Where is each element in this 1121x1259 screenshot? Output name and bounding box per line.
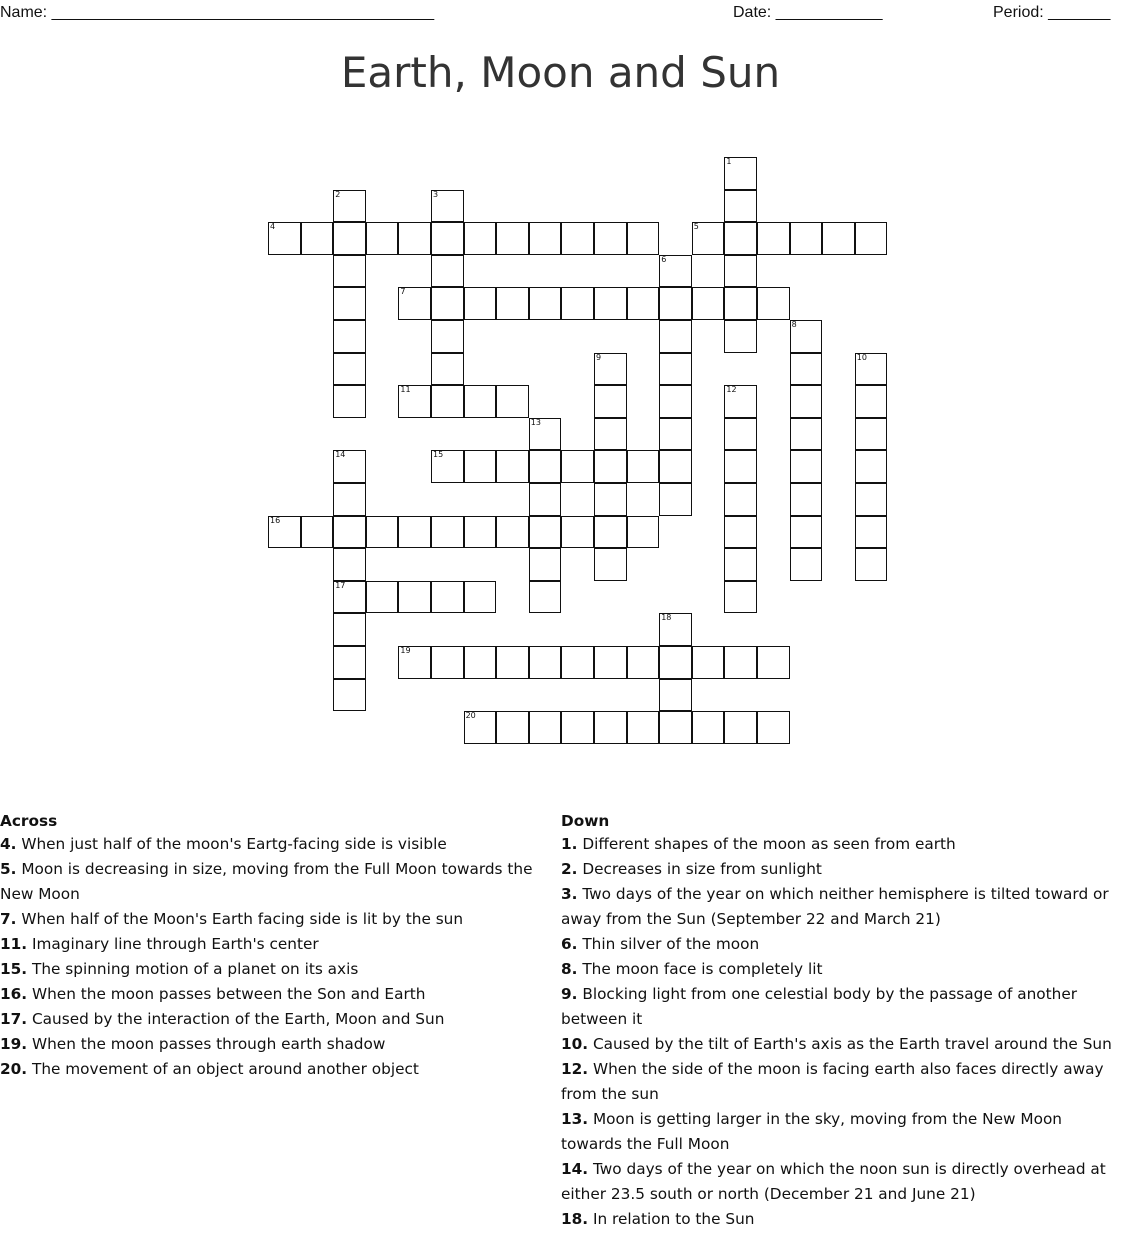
- clue-item-text: Moon is decreasing in size, moving from the Full Moon towards the New Moon: [0, 860, 533, 903]
- grid-cell[interactable]: [366, 222, 399, 255]
- grid-cell[interactable]: [431, 190, 464, 223]
- grid-cell[interactable]: [790, 222, 823, 255]
- clue-item: [561, 832, 1121, 857]
- grid-cell[interactable]: [333, 679, 366, 712]
- clue-number: 15: [433, 450, 444, 460]
- grid-cell[interactable]: [398, 287, 431, 320]
- clue-number: 20: [465, 711, 476, 721]
- grid-cell[interactable]: [822, 222, 855, 255]
- grid-cell[interactable]: [790, 516, 823, 549]
- clue-item-text: When the side of the moon is facing earth also faces directly away from the sun: [561, 1060, 1104, 1103]
- clue-number: 1: [726, 157, 732, 166]
- clue-number: 3: [433, 189, 439, 199]
- grid-cell[interactable]: [627, 516, 660, 549]
- grid-cell[interactable]: [724, 320, 757, 353]
- name-field[interactable]: Name: ___________________________________________: [0, 4, 435, 21]
- clue-number: 9: [596, 352, 602, 362]
- grid-cell[interactable]: [496, 222, 529, 255]
- grid-cell[interactable]: [724, 646, 757, 679]
- grid-cell[interactable]: [855, 418, 888, 451]
- grid-cell[interactable]: [561, 516, 594, 549]
- grid-cell[interactable]: [627, 646, 660, 679]
- clue-item: [561, 932, 1121, 957]
- grid-cell[interactable]: [366, 581, 399, 614]
- grid-cell[interactable]: [431, 450, 464, 483]
- clue-number: 6: [661, 254, 667, 264]
- grid-cell[interactable]: [594, 711, 627, 744]
- grid-cell[interactable]: [561, 646, 594, 679]
- grid-cell[interactable]: [724, 287, 757, 320]
- grid-cell[interactable]: [529, 646, 562, 679]
- clue-item-text: The spinning motion of a planet on its axis: [27, 960, 359, 978]
- grid-cell[interactable]: [724, 255, 757, 288]
- grid-cell[interactable]: [724, 483, 757, 516]
- page-title: Earth, Moon and Sun: [340, 48, 781, 97]
- grid-cell[interactable]: [659, 418, 692, 451]
- clue-item: [561, 882, 1121, 932]
- grid-cell[interactable]: [333, 516, 366, 549]
- date-field[interactable]: Date: ____________: [733, 4, 883, 21]
- grid-cell[interactable]: [398, 385, 431, 418]
- grid-cell[interactable]: [659, 613, 692, 646]
- grid-cell[interactable]: [496, 385, 529, 418]
- clue-item-number: 3.: [561, 885, 578, 903]
- grid-cell[interactable]: [431, 287, 464, 320]
- clue-item-number: 8.: [561, 960, 578, 978]
- clue-number: 11: [400, 385, 411, 395]
- grid-cell[interactable]: [724, 418, 757, 451]
- grid-cell[interactable]: [855, 450, 888, 483]
- clue-item: [561, 1157, 1121, 1207]
- clue-number: 17: [335, 580, 346, 590]
- grid-cell[interactable]: [724, 385, 757, 418]
- clue-item: [0, 1032, 548, 1057]
- grid-cell[interactable]: [496, 450, 529, 483]
- clue-item-number: 17.: [0, 1010, 28, 1028]
- clue-item: [0, 857, 548, 907]
- grid-cell[interactable]: [561, 287, 594, 320]
- grid-cell[interactable]: [659, 320, 692, 353]
- grid-cell[interactable]: [594, 548, 627, 581]
- grid-cell[interactable]: [561, 450, 594, 483]
- grid-cell[interactable]: [529, 711, 562, 744]
- grid-cell[interactable]: [464, 516, 497, 549]
- grid-cell[interactable]: [594, 418, 627, 451]
- clue-item: [561, 857, 1121, 882]
- grid-cell[interactable]: [627, 287, 660, 320]
- grid-cell[interactable]: [855, 222, 888, 255]
- grid-cell[interactable]: [431, 353, 464, 386]
- grid-cell[interactable]: [529, 418, 562, 451]
- grid-cell[interactable]: [496, 711, 529, 744]
- clue-item-text: Two days of the year on which neither hemisphere is tilted toward or away from the Sun (September 22 and March 21): [561, 885, 1109, 928]
- grid-cell[interactable]: [757, 287, 790, 320]
- clue-item-text: Caused by the interaction of the Earth, Moon and Sun: [27, 1010, 445, 1028]
- grid-cell[interactable]: [855, 483, 888, 516]
- grid-cell[interactable]: [659, 483, 692, 516]
- clue-item-text: Caused by the tilt of Earth's axis as the Earth travel around the Sun: [588, 1035, 1112, 1053]
- grid-cell[interactable]: [627, 450, 660, 483]
- clue-item-text: Thin silver of the moon: [577, 935, 760, 953]
- grid-cell[interactable]: [659, 287, 692, 320]
- grid-cell[interactable]: [333, 613, 366, 646]
- grid-cell[interactable]: [594, 483, 627, 516]
- clue-number: 16: [270, 515, 281, 525]
- clue-item-number: 11.: [0, 935, 28, 953]
- clue-item: [0, 957, 548, 982]
- grid-cell[interactable]: [692, 646, 725, 679]
- grid-cell[interactable]: [333, 646, 366, 679]
- down-heading: Down: [561, 812, 610, 830]
- grid-cell[interactable]: [268, 222, 301, 255]
- period-field[interactable]: Period: _______: [993, 4, 1111, 21]
- grid-cell[interactable]: [855, 353, 888, 386]
- clue-item-number: 20.: [0, 1060, 28, 1078]
- clue-item: [561, 1057, 1121, 1107]
- clue-number: 8: [791, 320, 797, 329]
- grid-cell[interactable]: [724, 548, 757, 581]
- grid-cell[interactable]: [692, 222, 725, 255]
- grid-cell[interactable]: [268, 516, 301, 549]
- grid-cell[interactable]: [855, 548, 888, 581]
- grid-cell[interactable]: [855, 516, 888, 549]
- grid-cell[interactable]: [333, 287, 366, 320]
- clue-item-number: 15.: [0, 960, 28, 978]
- clue-item-text: The movement of an object around another object: [27, 1060, 419, 1078]
- grid-cell[interactable]: [366, 516, 399, 549]
- grid-cell[interactable]: [659, 679, 692, 712]
- grid-cell[interactable]: [594, 516, 627, 549]
- clue-item-number: 2.: [561, 860, 578, 878]
- clue-item-text: When half of the Moon's Earth facing side is lit by the sun: [16, 910, 464, 928]
- grid-cell[interactable]: [301, 516, 334, 549]
- grid-cell[interactable]: [790, 353, 823, 386]
- grid-cell[interactable]: [594, 287, 627, 320]
- grid-cell[interactable]: [529, 450, 562, 483]
- grid-cell[interactable]: [659, 646, 692, 679]
- grid-cell[interactable]: [529, 483, 562, 516]
- grid-cell[interactable]: [431, 385, 464, 418]
- grid-cell[interactable]: [464, 287, 497, 320]
- grid-cell[interactable]: [724, 157, 757, 190]
- grid-cell[interactable]: [431, 222, 464, 255]
- clue-item-text: Decreases in size from sunlight: [577, 860, 822, 878]
- grid-cell[interactable]: [529, 287, 562, 320]
- clue-item-text: Two days of the year on which the noon sun is directly overhead at either 23.5 south or north (December 21 and June 21): [561, 1160, 1106, 1203]
- grid-cell[interactable]: [496, 516, 529, 549]
- clue-number: 4: [270, 222, 276, 232]
- clue-item-number: 6.: [561, 935, 578, 953]
- down-clue-list: [561, 832, 1121, 1232]
- clue-item-number: 12.: [561, 1060, 589, 1078]
- grid-cell[interactable]: [333, 450, 366, 483]
- clue-item-text: Different shapes of the moon as seen from earth: [577, 835, 956, 853]
- grid-cell[interactable]: [431, 516, 464, 549]
- across-clue-list: [0, 832, 548, 1082]
- clue-item-number: 16.: [0, 985, 28, 1003]
- clue-item-number: 4.: [0, 835, 17, 853]
- clue-number: 2: [335, 189, 341, 199]
- grid-cell[interactable]: [790, 450, 823, 483]
- grid-cell[interactable]: [301, 222, 334, 255]
- grid-cell[interactable]: [529, 548, 562, 581]
- grid-cell[interactable]: [594, 353, 627, 386]
- clue-item: [561, 1032, 1121, 1057]
- grid-cell[interactable]: [431, 255, 464, 288]
- clue-item-text: The moon face is completely lit: [577, 960, 823, 978]
- grid-cell[interactable]: [333, 385, 366, 418]
- grid-cell[interactable]: [724, 190, 757, 223]
- clue-number: 5: [693, 222, 699, 232]
- grid-cell[interactable]: [790, 385, 823, 418]
- grid-cell[interactable]: [692, 711, 725, 744]
- clue-item-text: In relation to the Sun: [588, 1210, 755, 1228]
- grid-cell[interactable]: [790, 320, 823, 353]
- grid-cell[interactable]: [464, 385, 497, 418]
- clue-item: [0, 932, 548, 957]
- grid-cell[interactable]: [790, 418, 823, 451]
- grid-cell[interactable]: [594, 646, 627, 679]
- grid-cell[interactable]: [464, 711, 497, 744]
- clue-item-number: 18.: [561, 1210, 589, 1228]
- grid-cell[interactable]: [464, 646, 497, 679]
- grid-cell[interactable]: [398, 646, 431, 679]
- grid-cell[interactable]: [724, 711, 757, 744]
- across-heading: Across: [0, 812, 58, 830]
- grid-cell[interactable]: [431, 320, 464, 353]
- grid-cell[interactable]: [529, 516, 562, 549]
- clue-item-text: When the moon passes between the Son and Earth: [27, 985, 426, 1003]
- grid-cell[interactable]: [333, 255, 366, 288]
- down-clues: [561, 810, 1121, 1232]
- clue-number: 12: [726, 385, 737, 395]
- clue-item: [0, 982, 548, 1007]
- clue-item-text: Imaginary line through Earth's center: [27, 935, 319, 953]
- clue-item-number: 14.: [561, 1160, 589, 1178]
- clue-item: [561, 1107, 1121, 1157]
- grid-cell[interactable]: [431, 581, 464, 614]
- grid-cell[interactable]: [757, 711, 790, 744]
- grid-cell[interactable]: [398, 222, 431, 255]
- grid-cell[interactable]: [398, 516, 431, 549]
- grid-cell[interactable]: [333, 353, 366, 386]
- grid-cell[interactable]: [659, 353, 692, 386]
- grid-cell[interactable]: [561, 711, 594, 744]
- grid-cell[interactable]: [724, 450, 757, 483]
- grid-cell[interactable]: [333, 190, 366, 223]
- clue-number: 13: [530, 417, 541, 427]
- clue-number: 19: [400, 646, 411, 655]
- grid-cell[interactable]: [398, 581, 431, 614]
- grid-cell[interactable]: [594, 450, 627, 483]
- clue-item-text: When the moon passes through earth shadow: [27, 1035, 386, 1053]
- grid-cell[interactable]: [627, 711, 660, 744]
- grid-cell[interactable]: [431, 646, 464, 679]
- grid-cell[interactable]: [724, 222, 757, 255]
- grid-cell[interactable]: [594, 222, 627, 255]
- clue-item: [561, 957, 1121, 982]
- clue-item-text: When just half of the moon's Eartg-facing side is visible: [16, 835, 447, 853]
- clue-number: 10: [856, 352, 867, 362]
- grid-cell[interactable]: [333, 222, 366, 255]
- clue-item-number: 13.: [561, 1110, 589, 1128]
- grid-cell[interactable]: [464, 581, 497, 614]
- grid-cell[interactable]: [692, 287, 725, 320]
- grid-cell[interactable]: [496, 646, 529, 679]
- grid-cell[interactable]: [464, 450, 497, 483]
- clue-item-text: Blocking light from one celestial body by the passage of another between it: [561, 985, 1078, 1028]
- grid-cell[interactable]: [855, 385, 888, 418]
- grid-cell[interactable]: [659, 255, 692, 288]
- across-clues: [0, 810, 548, 1082]
- clue-item: [0, 832, 548, 857]
- clue-item-number: 7.: [0, 910, 17, 928]
- clue-item-number: 9.: [561, 985, 578, 1003]
- clue-number: 14: [335, 450, 346, 460]
- clue-item-number: 5.: [0, 860, 17, 878]
- grid-cell[interactable]: [529, 222, 562, 255]
- grid-cell[interactable]: [757, 646, 790, 679]
- grid-cell[interactable]: [790, 548, 823, 581]
- clue-item: [0, 907, 548, 932]
- clue-number: 18: [661, 613, 672, 623]
- clue-item-text: Moon is getting larger in the sky, moving from the New Moon towards the Full Moon: [561, 1110, 1063, 1153]
- grid-cell[interactable]: [659, 450, 692, 483]
- clue-item-number: 1.: [561, 835, 578, 853]
- clue-item: [561, 1207, 1121, 1232]
- grid-cell[interactable]: [333, 548, 366, 581]
- clue-item: [0, 1057, 548, 1082]
- clue-item: [0, 1007, 548, 1032]
- grid-cell[interactable]: [757, 222, 790, 255]
- grid-cell[interactable]: [333, 581, 366, 614]
- grid-cell[interactable]: [790, 483, 823, 516]
- grid-cell[interactable]: [724, 581, 757, 614]
- grid-cell[interactable]: [627, 222, 660, 255]
- grid-cell[interactable]: [659, 385, 692, 418]
- grid-cell[interactable]: [496, 287, 529, 320]
- grid-cell[interactable]: [594, 385, 627, 418]
- clue-item: [561, 982, 1121, 1032]
- grid-cell[interactable]: [464, 222, 497, 255]
- grid-cell[interactable]: [333, 483, 366, 516]
- clue-item-number: 10.: [561, 1035, 589, 1053]
- grid-cell[interactable]: [724, 516, 757, 549]
- clue-number: 7: [400, 287, 406, 297]
- grid-cell[interactable]: [561, 222, 594, 255]
- grid-cell[interactable]: [659, 711, 692, 744]
- clue-item-number: 19.: [0, 1035, 28, 1053]
- grid-cell[interactable]: [333, 320, 366, 353]
- grid-cell[interactable]: [529, 581, 562, 614]
